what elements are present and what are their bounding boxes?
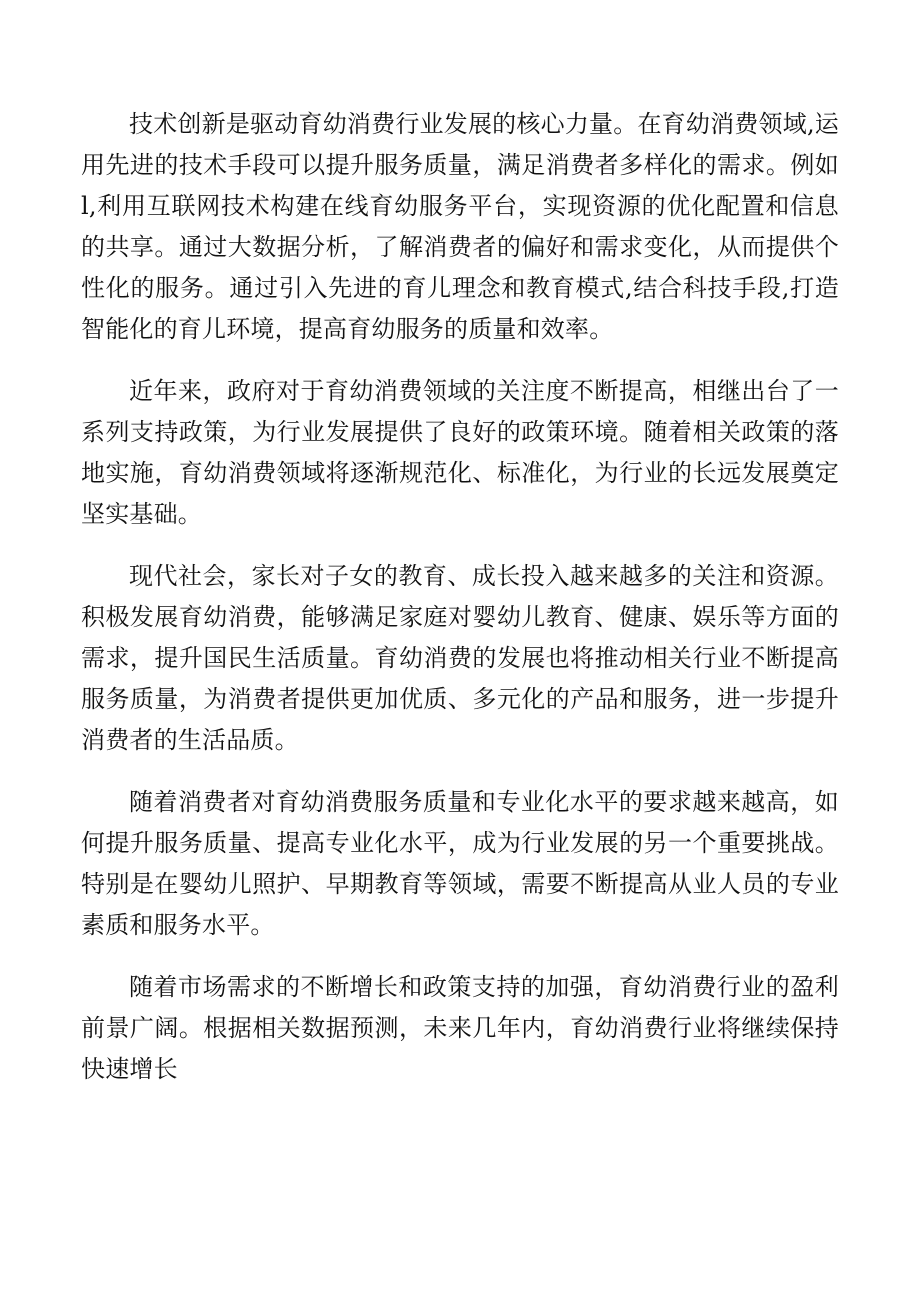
paragraph-profit-outlook: 随着市场需求的不断增长和政策支持的加强，育幼消费行业的盈利前景广阔。根据相关数据预测，未来几年内，育幼消费行业将继续保持快速增长: [81, 973, 839, 1083]
paragraph-technology-innovation: 技术创新是驱动育幼消费行业发展的核心力量。在育幼消费领域,运用先进的技术手段可以提升服务质量，满足消费者多样化的需求。例如l,利用互联网技术构建在线育幼服务平台，实现资源的优化配置和信息的共享。通过大数据分析，了解消费者的偏好和需求变化，从而提供个性化的服务。通过引入先进的育儿理念和教育模式,结合科技手段,打造智能化的育儿环境，提高育幼服务的质量和效率。: [81, 110, 839, 343]
paragraph-modern-society: 现代社会，家长对子女的教育、成长投入越来越多的关注和资源。积极发展育幼消费，能够满足家庭对婴幼儿教育、健康、娱乐等方面的需求，提升国民生活质量。育幼消费的发展也将推动相关行业不断提高服务质量，为消费者提供更加优质、多元化的产品和服务，进一步提升消费者的生活品质。: [81, 562, 839, 754]
paragraph-government-policy: 近年来，政府对于育幼消费领域的关注度不断提高，相继出台了一系列支持政策，为行业发展提供了良好的政策环境。随着相关政策的落地实施，育幼消费领域将逐渐规范化、标准化，为行业的长远发展奠定坚实基础。: [81, 377, 839, 528]
document-page: [81, 104, 839, 1111]
paragraph-service-quality: 随着消费者对育幼消费服务质量和专业化水平的要求越来越高，如何提升服务质量、提高专业化水平，成为行业发展的另一个重要挑战。特别是在婴幼儿照护、早期教育等领域，需要不断提高从业人员的专业素质和服务水平。: [81, 788, 839, 939]
